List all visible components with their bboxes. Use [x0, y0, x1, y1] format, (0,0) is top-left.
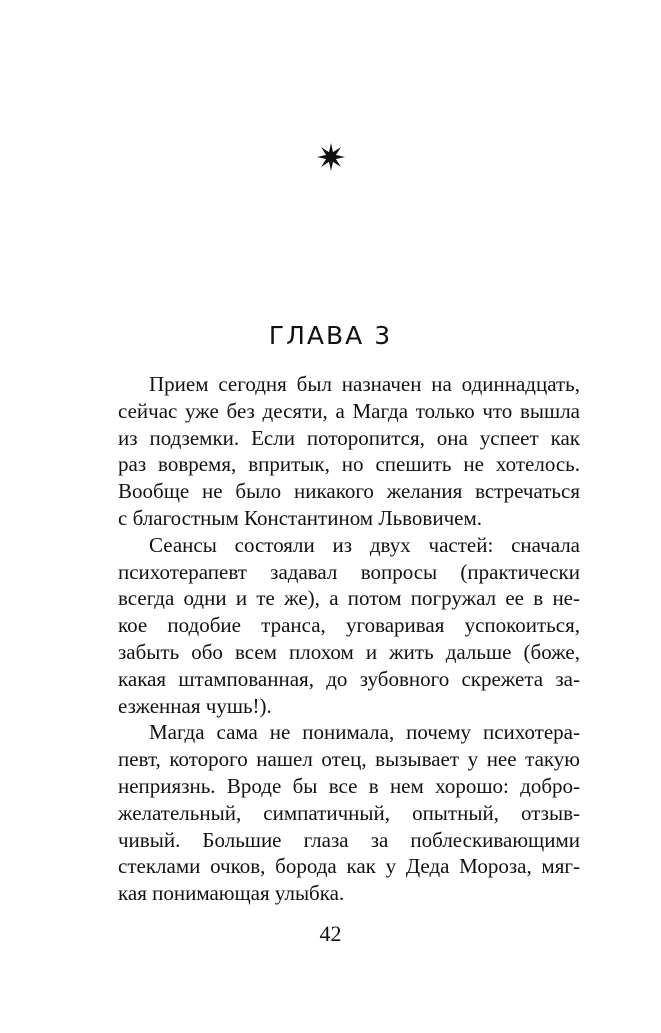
page-number: 42	[319, 921, 342, 946]
paragraph-2	[118, 532, 580, 720]
text-line: чивый. Большие глаза за поблескивающими	[118, 827, 580, 852]
text-line: Прием сегодня был назначен на одиннадцать,	[149, 372, 580, 396]
text-line: забыть обо всем плохом и жить дальше (боже,	[118, 639, 580, 664]
text-line: желательный, симпатичный, опытный, отзыв-	[118, 800, 580, 825]
eight-pointed-star-icon	[316, 142, 346, 172]
text-line: всегда одни и те же), а потом погружал ее в не-	[118, 586, 580, 611]
text-line: неприязнь. Вроде бы все в нем хорошо: добро-	[118, 773, 580, 798]
text-line: из подземки. Если поторопится, она успеет как	[118, 425, 580, 450]
text-line: с благостным Константином Львовичем.	[118, 505, 483, 530]
text-line: психотерапевт задавал вопросы (практически	[118, 559, 580, 584]
body-text	[118, 371, 580, 907]
chapter-ornament	[0, 142, 661, 176]
text-line: раз вовремя, впритык, но спешить не хотелось.	[118, 452, 580, 477]
text-line: Сеансы состояли из двух частей: сначала	[149, 532, 580, 557]
text-line: езженная чушь!).	[118, 693, 272, 718]
text-line: Магда сама не понимала, почему психотера-	[149, 720, 580, 745]
text-line: какая штампованная, до зубовного скрежета за-	[118, 666, 580, 691]
text-line: кое подобие транса, уговаривая успокоиться,	[118, 613, 580, 638]
paragraph-3	[118, 719, 580, 907]
text-line: певт, которого нашел отец, вызывает у нее такую	[118, 747, 580, 772]
chapter-title: ГЛАВА 3	[268, 321, 393, 350]
text-line: Вообще не было никакого желания встречаться	[118, 479, 580, 504]
paragraph-1	[118, 371, 580, 532]
text-line: кая понимающая улыбка.	[118, 881, 345, 906]
text-line: стеклами очков, борода как у Деда Мороза, мяг-	[118, 854, 580, 879]
text-line: сейчас уже без десяти, а Магда только что вышла	[118, 398, 580, 423]
